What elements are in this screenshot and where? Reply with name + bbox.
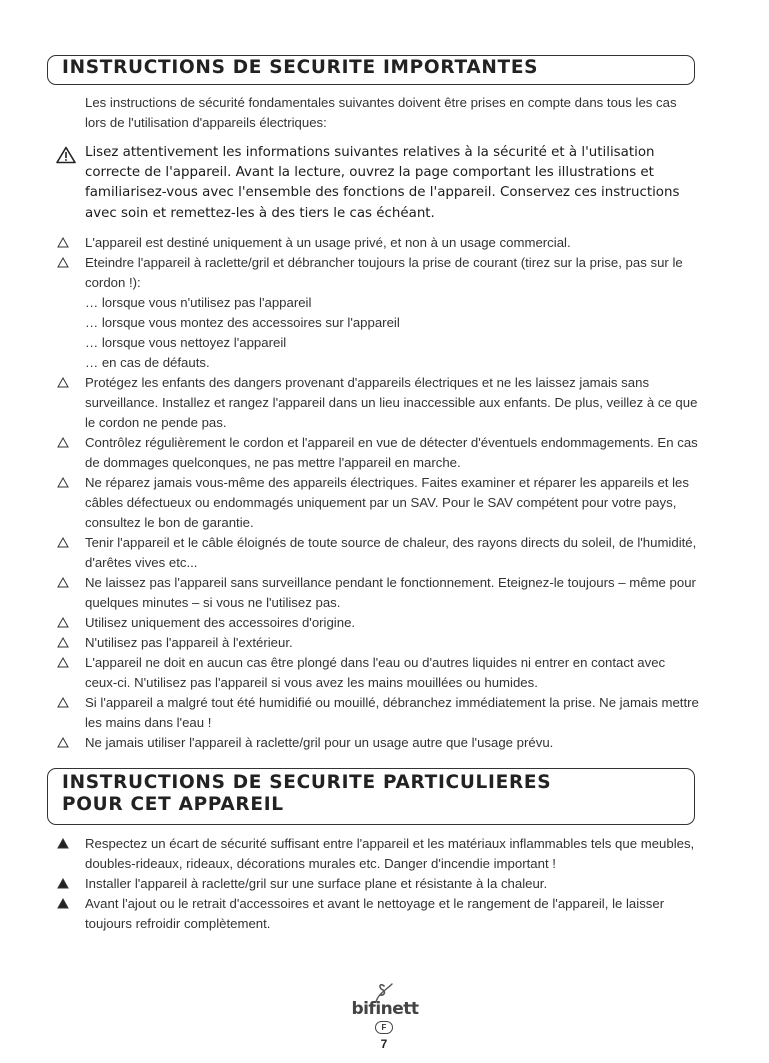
list-item-text: Eteindre l'appareil à raclette/gril et débrancher toujours la prise de courant (tirez sur la prise, pas sur le cordon !): [85, 255, 683, 290]
list-item [56, 533, 701, 573]
safety-list [56, 233, 701, 753]
list-item-text: Ne laissez pas l'appareil sans surveillance pendant le fonctionnement. Eteignez-le toujours – même pour quelques minutes – si vous ne l'utilisez pas. [85, 575, 696, 610]
language-badge: F [375, 1021, 393, 1034]
section-title-line-2: POUR CET APPAREIL [62, 794, 284, 815]
warning-icon [56, 146, 76, 164]
filled-triangle-bullet-icon [57, 898, 69, 909]
list-item-text: N'utilisez pas l'appareil à l'extérieur. [85, 635, 293, 650]
list-item [56, 253, 701, 373]
list-item-text: L'appareil est destiné uniquement à un usage privé, et non à un usage commercial. [85, 235, 571, 250]
list-item [56, 613, 701, 633]
triangle-bullet-icon [57, 477, 69, 488]
list-item [56, 693, 701, 733]
filled-triangle-bullet-icon [57, 878, 69, 889]
list-item [56, 733, 701, 753]
list-item [56, 894, 701, 934]
section-title-particular [47, 768, 695, 825]
list-subitem: … lorsque vous montez des accessoires sur l'appareil [85, 315, 400, 330]
brand-text: bifinett [351, 999, 419, 1019]
list-item [56, 373, 701, 433]
triangle-bullet-icon [57, 697, 69, 708]
list-item [56, 573, 701, 613]
list-item-text: Avant l'ajout ou le retrait d'accessoires et avant le nettoyage et le rangement de l'appareil, le laisser toujours refroidir complètement. [85, 896, 665, 931]
list-item-text: Tenir l'appareil et le câble éloignés de toute source de chaleur, des rayons directs du soleil, de l'humidité, d'arêtes vives etc... [85, 535, 697, 570]
list-item-text: Utilisez uniquement des accessoires d'origine. [85, 615, 356, 630]
list-item [56, 834, 701, 874]
triangle-bullet-icon [57, 257, 69, 268]
triangle-bullet-icon [57, 617, 69, 628]
triangle-bullet-icon [57, 577, 69, 588]
bifinett-logo [340, 980, 430, 1020]
triangle-bullet-icon [57, 437, 69, 448]
intro-paragraph: Les instructions de sécurité fondamentales suivantes doivent être prises en compte dans tous les cas lors de l'utilisation d'appareils électriques: [85, 95, 677, 130]
list-item-text: Ne réparez jamais vous-même des appareils électriques. Faites examiner et réparer les appareils et les câbles défectueux ou endommagés uniquement par un SAV. Pour le SAV compétent pour votre pays, consultez le bon de garantie. [85, 475, 689, 530]
list-item-text: L'appareil ne doit en aucun cas être plongé dans l'eau ou d'autres liquides ni entrer en contact avec ceux-ci. N'utilisez pas l'appareil si vous avez les mains mouillées ou humides. [85, 655, 666, 690]
section-title-text: INSTRUCTIONS DE SECURITE IMPORTANTES [62, 57, 539, 78]
list-item [56, 473, 701, 533]
list-subitem: … lorsque vous n'utilisez pas l'appareil [85, 295, 312, 310]
triangle-bullet-icon [57, 377, 69, 388]
list-item-text: Ne jamais utiliser l'appareil à raclette/gril pour un usage autre que l'usage prévu. [85, 735, 554, 750]
list-item [56, 653, 701, 693]
warning-paragraph: Lisez attentivement les informations suivantes relatives à la sécurité et à l'utilisation correcte de l'appareil. Avant la lecture, ouvrez la page comportant les illustrations et familiarisez-vous avec l'ensemble des fonctions de l'appareil. Conservez ces instructions avec soin et remettez-les à des tiers le cas échéant. [85, 145, 680, 221]
triangle-bullet-icon [57, 657, 69, 668]
list-item-text: Protégez les enfants des dangers provenant d'appareils électriques et ne les laissez jamais sans surveillance. Installez et rangez l'appareil dans un lieu inaccessible aux enfants. De plus, veillez à ce que le cordon ne pende pas. [85, 375, 698, 430]
triangle-bullet-icon [57, 537, 69, 548]
list-subitem: … en cas de défauts. [85, 355, 210, 370]
section-title-important [47, 55, 695, 85]
triangle-bullet-icon [57, 737, 69, 748]
list-item-text: Installer l'appareil à raclette/gril sur une surface plane et résistante à la chaleur. [85, 876, 548, 891]
list-subitem: … lorsque vous nettoyez l'appareil [85, 335, 287, 350]
triangle-bullet-icon [57, 637, 69, 648]
section-title-line-1: INSTRUCTIONS DE SECURITE PARTICULIERES [62, 772, 552, 793]
filled-triangle-bullet-icon [57, 838, 69, 849]
page-number: 7 [380, 1037, 388, 1051]
list-item [56, 874, 701, 894]
list-item [56, 433, 701, 473]
list-item-text: Contrôlez régulièrement le cordon et l'appareil en vue de détecter d'éventuels endommagements. En cas de dommages quelconques, ne pas mettre l'appareil en marche. [85, 435, 698, 470]
list-item [56, 233, 701, 253]
list-item-text: Si l'appareil a malgré tout été humidifié ou mouillé, débranchez immédiatement la prise. Ne jamais mettre les mains dans l'eau ! [85, 695, 699, 730]
triangle-bullet-icon [57, 237, 69, 248]
list-item [56, 633, 701, 653]
list-item-text: Respectez un écart de sécurité suffisant entre l'appareil et les matériaux inflammables tels que meubles, doubles-rideaux, rideaux, décorations murales etc. Danger d'incendie important ! [85, 836, 695, 871]
particular-safety-list [56, 834, 701, 934]
